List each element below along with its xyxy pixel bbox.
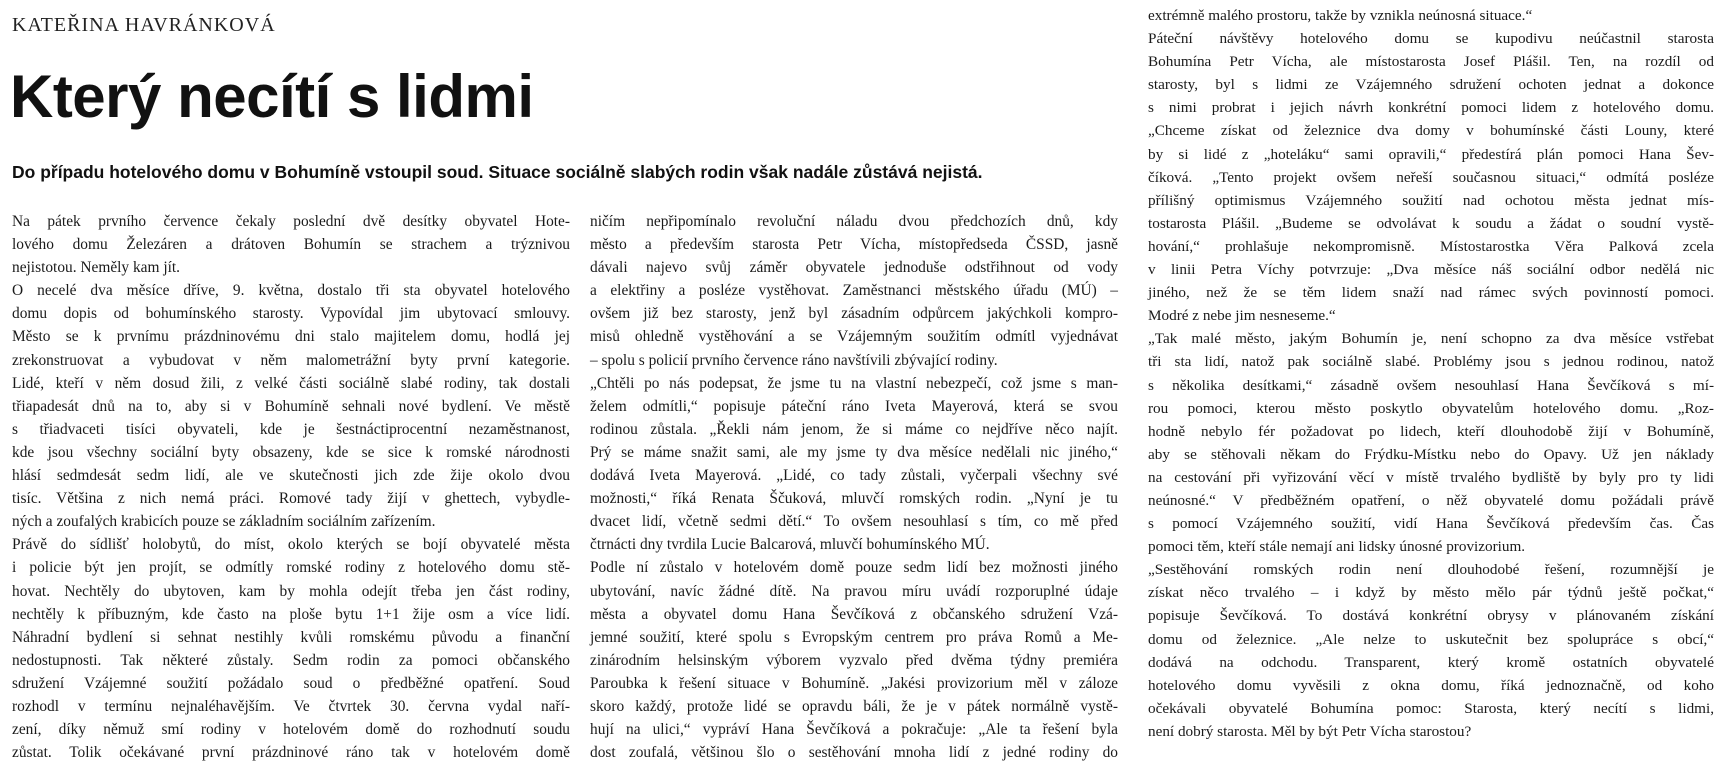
text-line: dvacet lidí, včetně sedmi dětí.“ To ovšem nesouhlasí s tím, co mě před [590, 513, 1118, 531]
text-line: dodává na odchodu. Transparent, který kromě ostatních obyvatelé [1148, 653, 1714, 671]
text-line: dost zoufalá, většinou šlo o sestěhování mnoha lidí z jedné rodiny do [590, 744, 1118, 762]
text-line: popisuje Ševčíková. To dostává konkrétní obrysy v plánovaném získání [1148, 607, 1714, 625]
text-line: hodně nebylo fér požadovat po lidech, kteří dlouhodobě žijí v Bohumíně, [1148, 422, 1714, 440]
text-line: – spolu s policií prvního července ráno navštívili zbývající rodiny. [590, 351, 998, 369]
text-line: hlásí sedmdesát sedm lidí, ale ve skutečnosti jich zde žije okolo dvou [12, 467, 570, 485]
article-column-2 [590, 210, 1118, 764]
article-column-1 [12, 210, 570, 764]
text-line: Páteční návštěvy hotelového domu se kupodivu neúčastnil starosta [1148, 30, 1714, 48]
text-line: ných a zoufalých krabicích pouze se základním sociálním zařízením. [12, 513, 436, 531]
text-line: rozhodl v termínu nejnaléhavějším. Ve čtvrtek 30. června vydal naří- [12, 697, 570, 715]
text-line: kde jsou všechny sociální byty obsazeny, kde se sice k romské národnosti [12, 443, 570, 461]
text-line: domu od železnice. „Ale nelze to uskutečnit bez spolupráce s obcí,“ [1148, 630, 1714, 648]
text-line: Lidé, kteří v něm dosud žili, z velké části sociálně slabé rodiny, tak dostali [12, 374, 570, 392]
text-line: želem odmítli,“ popisuje páteční ráno Iveta Mayerová, která se svou [590, 397, 1118, 415]
text-line: Na pátek prvního července čekaly poslední dvě desítky obyvatel Hote- [12, 213, 570, 230]
text-line: zení, díky němuž smí rodiny v hotelovém domě do rozhodnutí soudu [12, 721, 570, 739]
text-line: očekávali obyvatelé Bohumína pomoc: Starosta, který necítí s lidmi, [1148, 699, 1714, 717]
text-line: „Chceme získat od železnice dva domy v bohumínské části Louny, které [1148, 122, 1714, 140]
text-line: starosty, byl s lidmi ze Vzájemného sdružení ochoten jednat a dokonce [1148, 76, 1714, 94]
text-line: hovat. Nechtěly do ubytoven, kam by mohla odejít třeba jen část rodiny, [12, 582, 570, 600]
text-line: aby se stěhovali někam do Frýdku-Místku nebo do Opavy. Už jen náklady [1148, 445, 1714, 463]
text-line: skoro každý, protože lidé se opravdu báli, že je v pátek normálně vystě- [590, 697, 1118, 715]
text-line: tostarosta Plášil. „Budeme se odvolávat k soudu a žádat o soudní vystě- [1148, 214, 1714, 232]
text-line: „Tak malé město, jakým Bohumín je, není schopno za dva měsíce vstřebat [1148, 330, 1714, 348]
text-line: možnosti,“ říká Renata Ščuková, mluvčí romských rodin. „Nyní je tu [590, 490, 1118, 508]
text-line: by si lidé z „hoteláku“ sami opravili,“ předestírá plán pomoci Hana Šev- [1148, 145, 1714, 163]
text-line: Bohumína Petr Vícha, ale místostarosta Josef Plášil. Ten, na rozdíl od [1148, 53, 1714, 71]
text-line: extrémně malého prostoru, takže by vznikla neúnosná situace.“ [1148, 7, 1533, 24]
author-byline: KATEŘINA HAVRÁNKOVÁ [12, 14, 276, 36]
text-line: ubytování, navíc žádné dítě. Na pravou míru uvádí rozporuplné údaje [590, 582, 1118, 600]
text-line: „Sestěhování romských rodin není dlouhodobé řešení, rozumnější je [1148, 561, 1714, 579]
text-line: hování,“ prohlašuje nekompromisně. Místostarostka Věra Palková zcela [1148, 237, 1714, 255]
headline: Který necítí s lidmi [10, 63, 534, 130]
text-line: ničím nepřipomínalo revoluční náladu dvou předchozích dnů, kdy [590, 213, 1118, 230]
text-line: není dobrý starosta. Měl by být Petr Vícha starostou? [1148, 722, 1472, 740]
text-line: dávali najevo svůj záměr obyvatele jednoduše odstřihnout od vody [590, 259, 1118, 277]
text-line: Podle ní zůstalo v hotelovém domě pouze sedm lidí bez možnosti jiného [590, 559, 1118, 577]
text-line: Město se k prvnímu prázdninovému dni stalo majitelem domu, hodlá jej [12, 328, 570, 346]
text-line: rodinou zůstala. „Řekli nám jenom, že si máme co nejdříve něco najít. [590, 420, 1118, 438]
text-line: s nimi probrat i jejich návrh konkrétní pomoci lidem z hotelového domu. [1148, 99, 1714, 117]
text-line: dodává Iveta Mayerová. „Lidé, co tady zůstali, vyčerpali všechny své [590, 467, 1118, 485]
text-line: rou pomoci, kterou město poskytlo obyvatelům hotelového domu. „Roz- [1148, 399, 1714, 417]
text-line: hotelového domu vyvěsili z okna domu, říká jednoznačně, od koho [1148, 676, 1714, 694]
text-line: hují na ulici,“ vypráví Hana Ševčíková a pokračuje: „Ale ta řešení byla [590, 721, 1118, 739]
text-line: město a především starosta Petr Vícha, místopředseda ČSSD, jasně [590, 236, 1118, 254]
text-line: domu dopis od bohumínského starosty. Vypovídal jim ubytovací smlouvy. [12, 305, 570, 323]
text-line: jemné soužití, které spolu s Evropským centrem pro práva Romů a Me- [590, 628, 1118, 646]
text-line: získat něco trvalého – i když by město mělo pár týdnů ještě počkat,“ [1148, 584, 1714, 602]
text-line: a elektřiny a posléze vystěhovat. Zaměstnanci městského úřadu (MÚ) – [590, 282, 1118, 300]
text-line: zinárodním helsinským výborem vyzvalo před dvěma týdny premiéra [590, 651, 1118, 669]
text-line: Právě do sídlišť holobytů, do míst, okolo kterých se bojí obyvatelé města [12, 536, 570, 554]
text-line: O necelé dva měsíce dříve, 9. května, dostalo tři sta obyvatel hotelového [12, 282, 570, 300]
text-line: nejistotou. Neměly kam jít. [12, 259, 180, 277]
text-line: sdružení Vzájemné soužití požádalo soud o předběžné opatření. Soud [12, 674, 570, 692]
text-line: čtrnácti dny tvrdila Lucie Balcarová, mluvčí bohumínského MÚ. [590, 536, 990, 554]
text-line: Modré z nebe jim nesneseme.“ [1148, 307, 1336, 325]
text-line: lového domu Železáren a drátoven Bohumín se strachem a trýznivou [12, 236, 570, 254]
text-line: zrekonstruovat a vybudovat v něm malometrážní byty první kategorie. [12, 351, 570, 369]
text-line: neúnosné.“ V předběžném opatření, o něž obyvatelé domu požádali právě [1148, 491, 1714, 509]
text-line: města a obyvatel domu Hana Ševčíková z občanského sdružení Vzá- [590, 605, 1118, 623]
text-line: Paroubka k řešení situace v Bohumíně. „Jakési provizorium měl v záloze [590, 674, 1118, 692]
text-line: tři sta lidí, natož pak sociálně slabé. Problémy jsou s jednou rodinou, natož [1148, 353, 1714, 371]
text-line: Prý se máme snažit sami, ale my jsme ty dva měsíce nedělali nic jiného,“ [590, 443, 1118, 461]
text-line: Náhradní bydlení si sehnat nestihly kvůli romskému původu a finanční [12, 628, 570, 646]
text-line: zůstat. Tolik očekávané první prázdninové ráno tak v hotelovém domě [12, 744, 570, 762]
text-line: na cestování při vyřizování věcí v místě trvalého bydliště by byly pro ty lidi [1148, 468, 1714, 486]
text-line: pomoci těm, kteří stále nemají ani lidsky únosné provizorium. [1148, 538, 1526, 556]
text-line: s pomocí Vzájemného soužití, vidí Hana Ševčíková především čas. Čas [1148, 515, 1714, 533]
text-line: přílišný optimismus Vzájemného soužití nad ochotou města jednat mís- [1148, 191, 1714, 209]
text-line: číková. „Tento projekt ovšem neřeší současnou situaci,“ odmítá posléze [1148, 168, 1714, 186]
text-line: ovšem již bez starosty, jenž byl zásadním odpůrcem jakýchkoli kompro- [590, 305, 1118, 323]
lead-paragraph: Do případu hotelového domu v Bohumíně vstoupil soud. Situace sociálně slabých rodin však nadále zůstává nejistá. [12, 162, 983, 182]
text-line: s třiadvaceti tisíci obyvateli, kde je šestnáctiprocentní nezaměstnanost, [12, 420, 570, 438]
text-line: misů ohledně vystěhování a se Vzájemným soužitím odmítl vyjednávat [590, 328, 1118, 346]
article-column-3 [1148, 4, 1714, 743]
text-line: v linii Petra Víchy potvrzuje: „Dva měsíce náš sociální odbor nedělá nic [1148, 261, 1714, 279]
text-line: nedostupnosti. Tak některé zůstaly. Sedm rodin za pomoci občanského [12, 651, 570, 669]
text-line: nechtěly k příbuzným, kde často na ploše bytu 1+1 žije osm a více lidí. [12, 605, 570, 623]
text-line: třiapadesát dnů na to, aby si v Bohumíně sehnali nové bydlení. Ve městě [12, 397, 570, 415]
text-line: „Chtěli po nás podepsat, že jsme tu na vlastní nebezpečí, což jsme s man- [590, 374, 1118, 392]
text-line: jiného, než že se těm lidem snaží nad rámec svých povinností pomoci. [1148, 284, 1714, 302]
text-line: s několika desítkami,“ zásadně ovšem nesouhlasí Hana Ševčíková s mí- [1148, 376, 1714, 394]
text-line: i policie být jen projít, se odmítly romské rodiny z hotelového domu stě- [12, 559, 570, 577]
text-line: tisíc. Většina z nich nemá práci. Romové tady žijí v ghettech, vybydle- [12, 490, 570, 508]
